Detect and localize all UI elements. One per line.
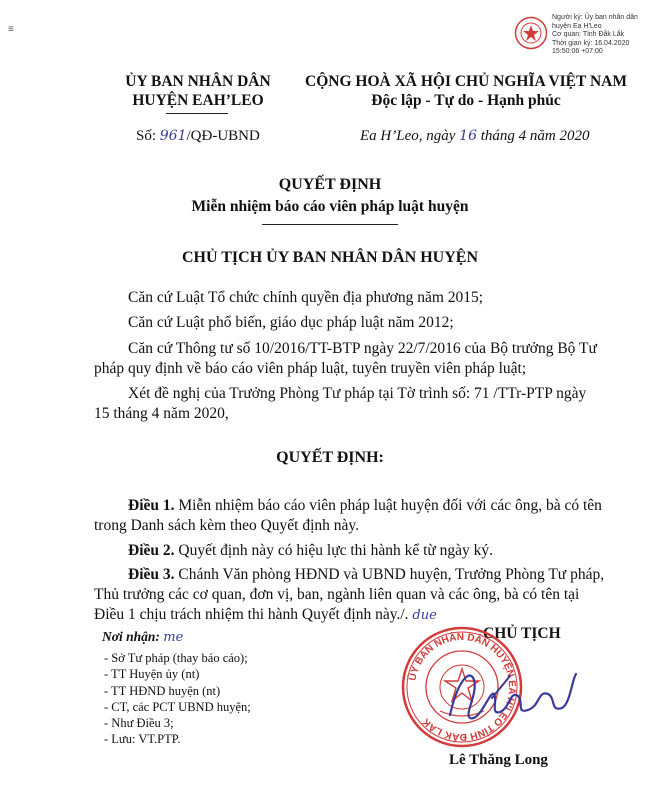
sig-line: 15:50:06 +07:00: [552, 48, 603, 55]
recipient-item: - TT HĐND huyện (nt): [104, 683, 221, 698]
org-line-1: ỦY BAN NHÂN DÂN: [125, 73, 271, 90]
decide-heading: QUYẾT ĐỊNH:: [276, 449, 384, 466]
article-1-line-2: trong Danh sách kèm theo Quyết định này.: [94, 517, 360, 534]
article-3-line-3: [94, 604, 437, 626]
article-3-label: Điều 3.: [128, 566, 175, 583]
sig-line: huyện Ea H'Leo: [552, 22, 602, 30]
motto: Độc lập - Tự do - Hạnh phúc: [371, 92, 561, 109]
recipient-item: - TT Huyện ủy (nt): [104, 667, 200, 682]
basis-line: Căn cứ Luật Tổ chức chính quyền địa phương năm 2015;: [128, 289, 484, 306]
article-3-line-2: Thủ trưởng các cơ quan, đơn vị, ban, ngành liên quan và các ông, bà có tên tại: [94, 586, 580, 603]
sig-line: Cơ quan: Tỉnh Đắk Lắk: [552, 31, 625, 38]
number-prefix: Số:: [136, 128, 157, 144]
org-underline: [166, 113, 228, 114]
article-3-text: Chánh Văn phòng HĐND và UBND huyện, Trưởng Phòng Tư pháp,: [174, 566, 605, 583]
article-2-label: Điều 2.: [128, 542, 175, 559]
article-3-line-3-text: Điều 1 chịu trách nhiệm thi hành Quyết định này./.: [94, 606, 409, 623]
country-name: CỘNG HOÀ XÃ HỘI CHỦ NGHĨA VIỆT NAM: [305, 73, 627, 90]
number-handwritten: 961: [159, 128, 187, 144]
article-2-text: Quyết định này có hiệu lực thi hành kể từ ngày ký.: [174, 542, 494, 559]
recipient-item: - Sở Tư pháp (thay báo cáo);: [104, 651, 248, 665]
basis-line: Căn cứ Thông tư số 10/2016/TT-BTP ngày 22/7/2016 của Bộ trưởng Bộ Tư: [128, 340, 597, 357]
recipient-item: - CT, các PCT UBND huyện;: [104, 699, 251, 714]
digital-seal-icon: [514, 16, 548, 50]
sig-line: Người ký: Ủy ban nhân dân: [552, 14, 638, 21]
country-header: [300, 72, 632, 110]
initial-handwritten: due: [412, 608, 437, 623]
recipients-label: [102, 629, 183, 645]
title-underline: [262, 224, 398, 225]
basis-line: Xét đề nghị của Trưởng Phòng Tư pháp tại Tờ trình số: 71 /TTr-PTP ngày: [128, 385, 587, 402]
date-suffix: tháng 4 năm 2020: [480, 128, 590, 144]
article-1-text: Miễn nhiệm báo cáo viên pháp luật huyện đối với các ông, bà có tên: [174, 497, 602, 514]
article-2: [128, 540, 493, 561]
authority-heading: CHỦ TỊCH ỦY BAN NHÂN DÂN HUYỆN: [181, 249, 478, 266]
recipients-list: [104, 650, 251, 748]
signer-name: Lê Thăng Long: [449, 752, 548, 768]
document-number: [136, 128, 260, 145]
basis-line: pháp quy định về báo cáo viên pháp luật, tuyên truyền viên pháp luật;: [94, 360, 527, 377]
article-1-label: Điều 1.: [128, 497, 175, 514]
signature-icon: [440, 660, 590, 730]
basis-line: Căn cứ Luật phổ biến, giáo dục pháp luật năm 2012;: [128, 314, 454, 331]
signer-title: CHỦ TỊCH: [483, 625, 561, 642]
number-suffix: /QĐ-UBND: [186, 128, 260, 144]
org-line-2: HUYỆN EAH’LEO: [132, 92, 264, 109]
date-prefix: Ea H’Leo, ngày: [360, 128, 456, 144]
decision-title: QUYẾT ĐỊNH: [278, 176, 382, 193]
recipients-initial-handwritten: me: [163, 630, 184, 645]
place-date: [360, 128, 589, 145]
org-name: [98, 72, 298, 110]
sig-line: Thời gian ký: 16.04.2020: [552, 39, 630, 47]
recipient-item: - Lưu: VT.PTP.: [104, 732, 181, 747]
decision-subtitle: Miễn nhiệm báo cáo viên pháp luật huyện: [191, 198, 469, 215]
date-day-handwritten: 16: [459, 128, 477, 144]
recipient-item: - Như Điều 3;: [104, 716, 174, 731]
article-3-line-1: [128, 564, 604, 585]
corner-mark: ≡: [8, 24, 14, 35]
basis-line: 15 tháng 4 năm 2020,: [94, 405, 229, 422]
article-1-line-1: [128, 495, 602, 516]
recipients-label-text: Nơi nhận:: [102, 629, 160, 644]
seal-text: ỦY BAN NHÂN DÂN HUYỆN EA H'LEO TỈNH ĐẮK LẮK: [407, 631, 518, 743]
